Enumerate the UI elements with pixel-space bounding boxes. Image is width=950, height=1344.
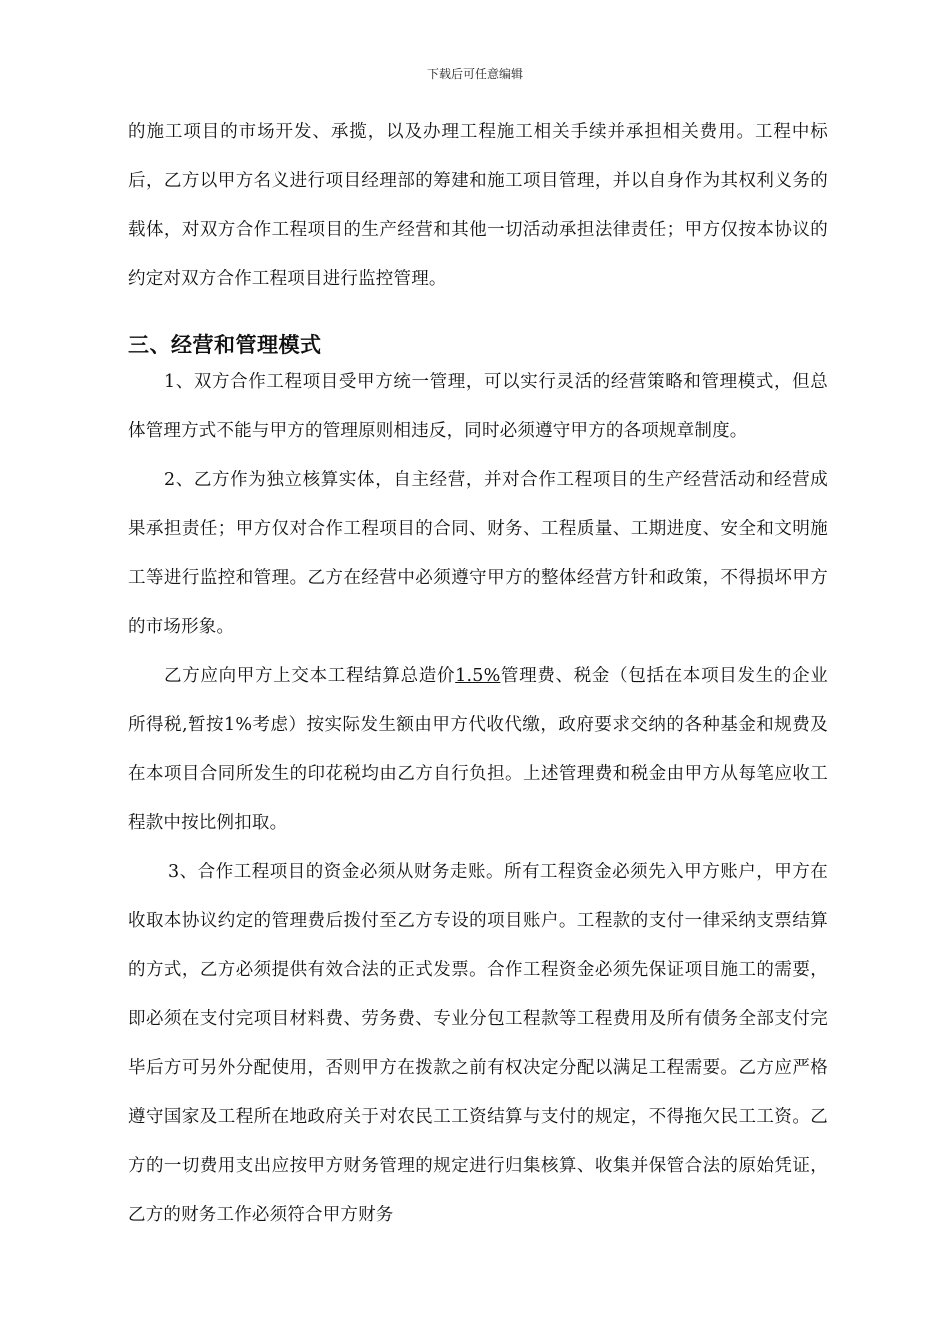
fee-rate-underlined: 1.5% (455, 666, 501, 686)
paragraph-1: 1、双方合作工程项目受甲方统一管理，可以实行灵活的经营策略和管理模式，但总体管理方式不能与甲方的管理原则相违反，同时必须遵守甲方的各项规章制度。 (128, 372, 828, 441)
paragraph-fee-after: 管理费、税金（包括在本项目发生的企业所得税,暂按1%考虑）按实际发生额由甲方代收代缴，政府要求交纳的各种基金和规费及在本项目合同所发生的印花税均由乙方自行负担。上述管理费和税金由甲方从每笔应收工程款中按比例扣取。 (128, 666, 828, 833)
paragraph-fee (128, 652, 828, 848)
paragraph-fee-before: 乙方应向甲方上交本工程结算总造价 (164, 666, 456, 686)
document-body (128, 108, 828, 1240)
paragraph-3: 3、合作工程项目的资金必须从财务走账。所有工程资金必须先入甲方账户，甲方在收取本协议约定的管理费后拨付至乙方专设的项目账户。工程款的支付一律采纳支票结算的方式，乙方必须提供有效合法的正式发票。合作工程资金必须先保证项目施工的需要，即必须在支付完项目材料费、劳务费、专业分包工程款等工程费用及所有债务全部支付完毕后方可另外分配使用，否则甲方在拨款之前有权决定分配以满足工程需要。乙方应严格遵守国家及工程所在地政府关于对农民工工资结算与支付的规定，不得拖欠民工工资。乙方的一切费用支出应按甲方财务管理的规定进行归集核算、收集并保管合法的原始凭证，乙方的财务工作必须符合甲方财务 (128, 862, 828, 1225)
page-header-note: 下载后可任意编辑 (426, 67, 523, 81)
paragraph-2: 2、乙方作为独立核算实体，自主经营，并对合作工程项目的生产经营活动和经营成果承担责任；甲方仅对合作工程项目的合同、财务、工程质量、工期进度、安全和文明施工等进行监控和管理。乙方在经营中必须遵守甲方的整体经营方针和政策，不得损坏甲方的市场形象。 (128, 470, 828, 637)
paragraph-intro: 的施工项目的市场开发、承揽，以及办理工程施工相关手续并承担相关费用。工程中标后，乙方以甲方名义进行项目经理部的筹建和施工项目管理，并以自身作为其权利义务的载体，对双方合作工程项目的生产经营和其他一切活动承担法律责任；甲方仅按本协议的约定对双方合作工程项目进行监控管理。 (128, 122, 828, 289)
section-heading: 三、经营和管理模式 (128, 333, 322, 357)
